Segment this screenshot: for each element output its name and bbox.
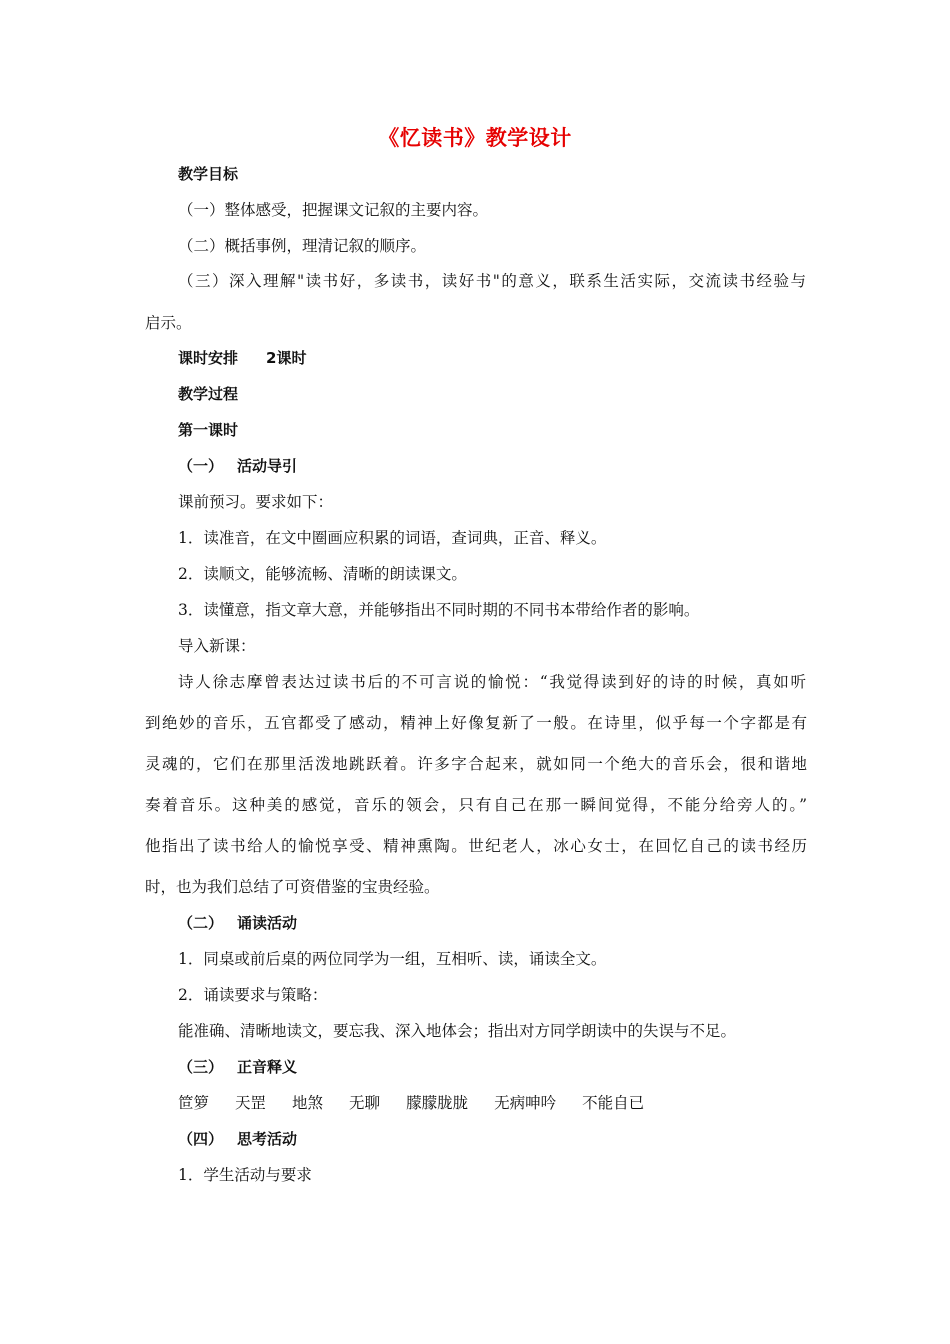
preview-item-3: 3．读懂意，指文章大意，并能够指出不同时期的不同书本带给作者的影响。: [178, 601, 700, 619]
section-4-heading: [178, 1129, 297, 1149]
paragraph-line-4: 奏着音乐。这种美的感觉，音乐的领会，只有自己在那一瞬间觉得，不能分给旁人的。”: [145, 796, 807, 814]
paragraph-line-6: 时，也为我们总结了可资借鉴的宝贵经验。: [145, 878, 440, 896]
section-3-title: 正音释义: [237, 1058, 298, 1076]
vocab-word: 笸箩: [178, 1094, 210, 1112]
section-2-title: 诵读活动: [237, 914, 298, 932]
goals-heading: 教学目标: [178, 165, 239, 183]
document-title: 《忆读书》教学设计: [378, 126, 572, 150]
preview-intro: 课前预习。要求如下：: [178, 493, 334, 511]
section-4-title: 思考活动: [237, 1130, 298, 1148]
section-1-number: （一）: [178, 457, 224, 475]
goal-3-continued: 启示。: [145, 314, 192, 332]
section-4-number: （四）: [178, 1130, 224, 1148]
section-2-heading: [178, 913, 297, 933]
paragraph-line-5: 他指出了读书给人的愉悦享受、精神熏陶。世纪老人，冰心女士，在回忆自己的读书经历: [145, 837, 807, 855]
reading-item-2: 2．诵读要求与策略：: [178, 986, 328, 1004]
vocab-word: 无聊: [349, 1094, 381, 1112]
vocab-word: 地煞: [292, 1094, 324, 1112]
vocab-word: 朦朦胧胧: [406, 1094, 469, 1112]
goal-3: （三）深入理解"读书好，多读书，读好书"的意义，联系生活实际，交流读书经验与: [178, 272, 806, 290]
vocab-word: 无病呻吟: [494, 1094, 557, 1112]
section-1-title: 活动导引: [237, 457, 298, 475]
schedule-line: [178, 348, 306, 368]
preview-item-1: 1．读准音，在文中圈画应积累的词语，查词典，正音、释义。: [178, 529, 607, 547]
paragraph-line-3: 灵魂的，它们在那里活泼地跳跃着。许多字合起来，就如同一个绝大的音乐会，很和谐地: [145, 755, 807, 773]
schedule-value: 2课时: [266, 349, 307, 367]
section-1-heading: [178, 456, 297, 476]
reading-item-1: 1．同桌或前后桌的两位同学为一组，互相听、读，诵读全文。: [178, 950, 607, 968]
preview-item-2: 2．读顺文，能够流畅、清晰的朗读课文。: [178, 565, 467, 583]
vocabulary-list: [178, 1093, 670, 1113]
section-3-number: （三）: [178, 1058, 224, 1076]
paragraph-line-2: 到绝妙的音乐，五官都受了感动，精神上好像复新了一般。在诗里，似乎每一个字都是有: [145, 714, 807, 732]
vocab-word: 天罡: [235, 1094, 267, 1112]
paragraph-line-1: 诗人徐志摩曾表达过读书后的不可言说的愉悦：“我觉得读到好的诗的时候，真如听: [178, 673, 806, 691]
reading-item-3: 能准确、清晰地读文，要忘我、深入地体会；指出对方同学朗读中的失误与不足。: [178, 1022, 737, 1040]
goal-1: （一）整体感受，把握课文记叙的主要内容。: [178, 201, 489, 219]
thinking-item-1: 1．学生活动与要求: [178, 1166, 312, 1184]
section-3-heading: [178, 1057, 297, 1077]
goal-2: （二）概括事例，理清记叙的顺序。: [178, 237, 427, 255]
process-heading: 教学过程: [178, 385, 239, 403]
section-2-number: （二）: [178, 914, 224, 932]
lead-in-label: 导入新课：: [178, 637, 256, 655]
vocab-word: 不能自已: [582, 1094, 645, 1112]
schedule-label: 课时安排: [178, 349, 239, 367]
lesson1-heading: 第一课时: [178, 421, 239, 439]
